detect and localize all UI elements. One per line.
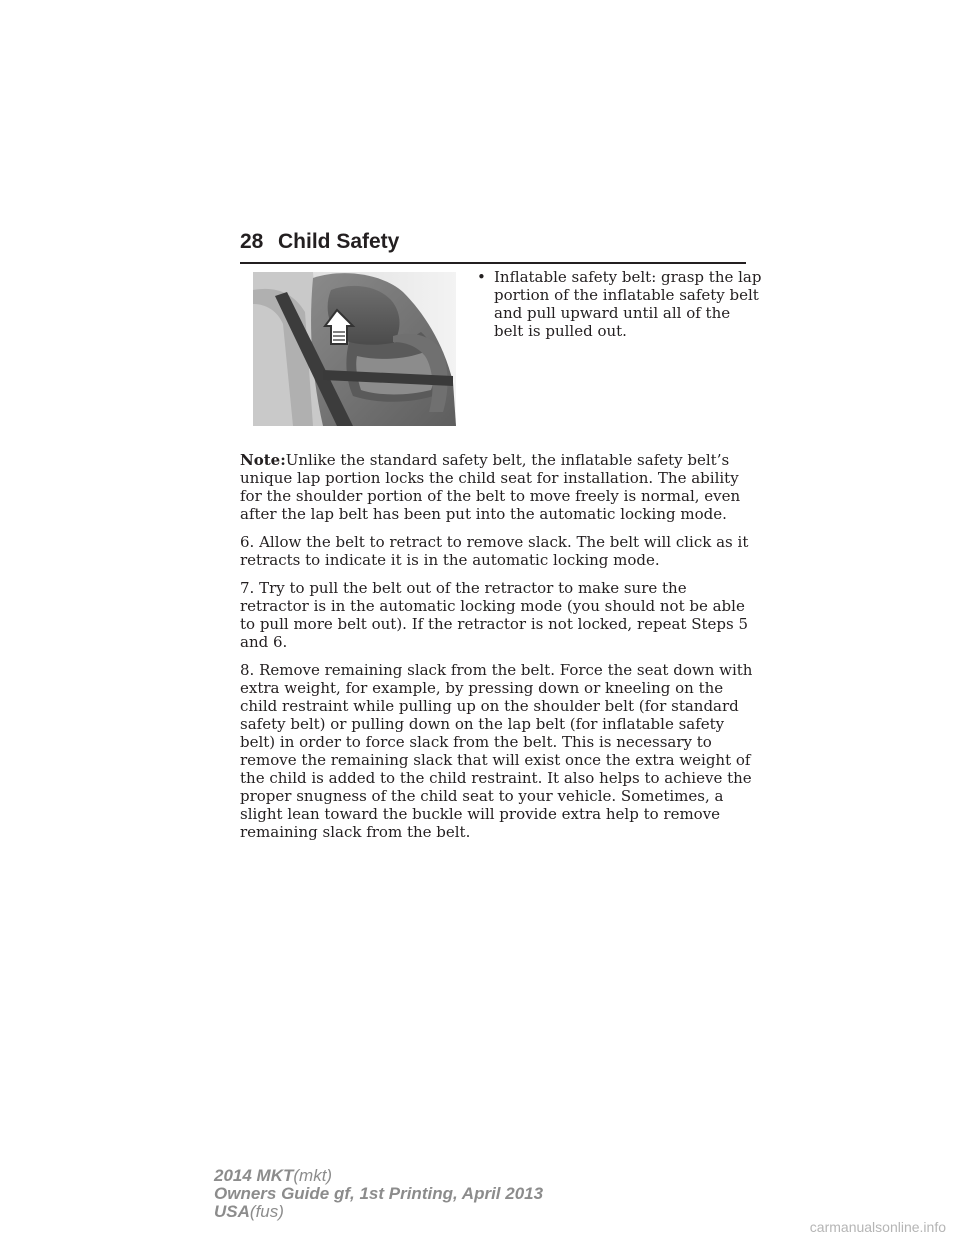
page-header: [240, 228, 746, 264]
footer-printing: Owners Guide gf, 1st Printing, April 2013: [214, 1184, 544, 1203]
footer-market-code: (fus): [249, 1202, 284, 1221]
body-text: [240, 451, 760, 851]
footer-model-line: [214, 1167, 543, 1185]
step-8-paragraph: 8. Remove remaining slack from the belt. Force the seat down with extra weight, for example, by pressing down or kneeling on the child restraint while pulling up on the shoulder belt (for standard safety belt) or pulling down on the lap belt (for inflatable safety belt) in order to force slack from the belt. This is necessary to remove the remaining slack that will exist once the extra weight of the child is added to the child restraint. It also helps to achieve the proper snugness of the child seat to your vehicle. Sometimes, a slight lean toward the buckle will provide extra help to remove remaining slack from the belt.: [240, 661, 753, 841]
section-title: Child Safety: [278, 230, 400, 253]
bullet-item-inflatable-belt: [477, 268, 762, 340]
step-7-paragraph: 7. Try to pull the belt out of the retractor to make sure the retractor is in the automatic locking mode (you should not be able to pull more belt out). If the retractor is not locked, repeat Steps 5 and 6.: [240, 579, 749, 651]
footer-model-code: (mkt): [293, 1166, 333, 1185]
footer-model: 2014 MKT: [214, 1166, 294, 1185]
document-footer: [214, 1167, 543, 1221]
bullet-text: Inflatable safety belt: grasp the lap portion of the inflatable safety belt and pull upward until all of the belt is pulled out.: [494, 268, 762, 340]
step-6-paragraph: 6. Allow the belt to retract to remove slack. The belt will click as it retracts to indicate it is in the automatic locking mode.: [240, 533, 749, 569]
watermark-text: carmanualsonline.info: [809, 1219, 946, 1235]
page-number: 28: [240, 230, 264, 253]
footer-market: USA: [214, 1202, 250, 1221]
footer-printing-line: [214, 1185, 543, 1203]
note-text: Unlike the standard safety belt, the inflatable safety belt’s unique lap portion locks the child seat for installation. The ability for the shoulder portion of the belt to move freely is normal, even after the lap belt has been put into the automatic locking mode.: [240, 451, 741, 523]
note-paragraph: [240, 451, 760, 523]
bullet-marker: •: [477, 268, 486, 286]
child-seat-belt-upward-arrow-icon: [253, 272, 456, 426]
footer-market-line: [214, 1203, 543, 1221]
note-label: Note:: [240, 451, 286, 469]
